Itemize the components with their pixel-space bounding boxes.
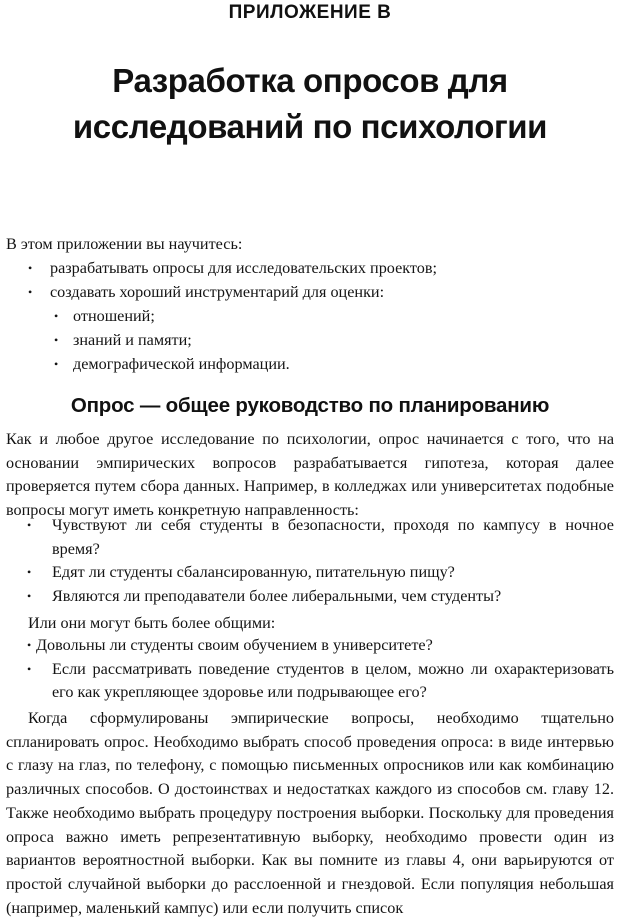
specific-questions-list — [6, 514, 614, 609]
sub-objective-item: • отношений; — [6, 304, 614, 328]
bullet-icon: • — [28, 285, 33, 299]
transition-line: Или они могут быть более общими: — [28, 614, 276, 632]
learning-objectives — [6, 232, 614, 376]
sub-objective-item: • знаний и памяти; — [6, 328, 614, 352]
question-item: • Едят ли студенты сбалансированную, питательную пищу? — [6, 561, 614, 585]
appendix-label: ПРИЛОЖЕНИЕ В — [228, 2, 392, 23]
bullet-icon: • — [27, 661, 32, 676]
general-questions-list — [6, 634, 614, 705]
bullet-icon: • — [27, 638, 32, 652]
objectives-list — [6, 256, 614, 376]
sub-objective-item: • демографической информации. — [6, 352, 614, 376]
bullet-icon: • — [27, 565, 32, 580]
objectives-lead: В этом приложении вы научитесь: — [6, 235, 243, 253]
bullet-icon: • — [28, 261, 33, 275]
chapter-title-line-1: Разработка опросов для — [112, 62, 508, 99]
objective-item: • разрабатывать опросы для исследовательских проектов; — [6, 256, 614, 280]
body-paragraph: Когда сформулированы эмпирические вопросы, необходимо тщательно спланировать опрос. Необходимо выбрать способ проведения опроса: в виде интервью с глазу на глаз, по телефону, с помощью письменных опросников или как комбинацию различных способов. О достоинствах и недостатках каждого из способов см. главу 12. Также необходимо выбрать процедуру построения выборки. Поскольку для проведения опроса важно иметь репрезентативную выборку, необходимо провести один из вариантов вероятностной выборки. Как вы помните из главы 4, они варьируются от простой случайной выборки до расслоенной и гнездовой. Если популяция небольшая (например, маленький кампус) или если получить список — [6, 709, 614, 917]
bullet-icon: • — [54, 309, 59, 323]
question-item: • Довольны ли студенты своим обучением в университете? — [6, 634, 614, 658]
objective-item: • создавать хороший инструментарий для оценки: — [6, 280, 614, 304]
bullet-icon: • — [27, 589, 32, 604]
bullet-icon: • — [54, 357, 59, 371]
question-item: • Чувствуют ли себя студенты в безопасности, проходя по кампусу в ночное время? — [27, 516, 614, 558]
body-paragraph: Как и любое другое исследование по психологии, опрос начинается с того, что на основании эмпирических вопросов разрабатывается гипотеза, которая далее проверяется путем сбора данных. Например, в колледжах или университетах подобные вопросы могут иметь конкретную направленность: — [6, 430, 614, 520]
question-item: • Являются ли преподаватели более либеральными, чем студенты? — [6, 585, 614, 609]
question-item: • Если рассматривать поведение студентов в целом, можно ли охарактеризовать его как укрепляющее здоровье или подрывающее его? — [27, 659, 614, 702]
chapter-title-line-2: исследований по психологии — [72, 108, 548, 145]
chapter-title — [0, 58, 620, 150]
section-heading: Опрос — общее руководство по планированию — [70, 394, 550, 417]
bullet-icon: • — [27, 518, 32, 532]
bullet-icon: • — [54, 333, 59, 347]
